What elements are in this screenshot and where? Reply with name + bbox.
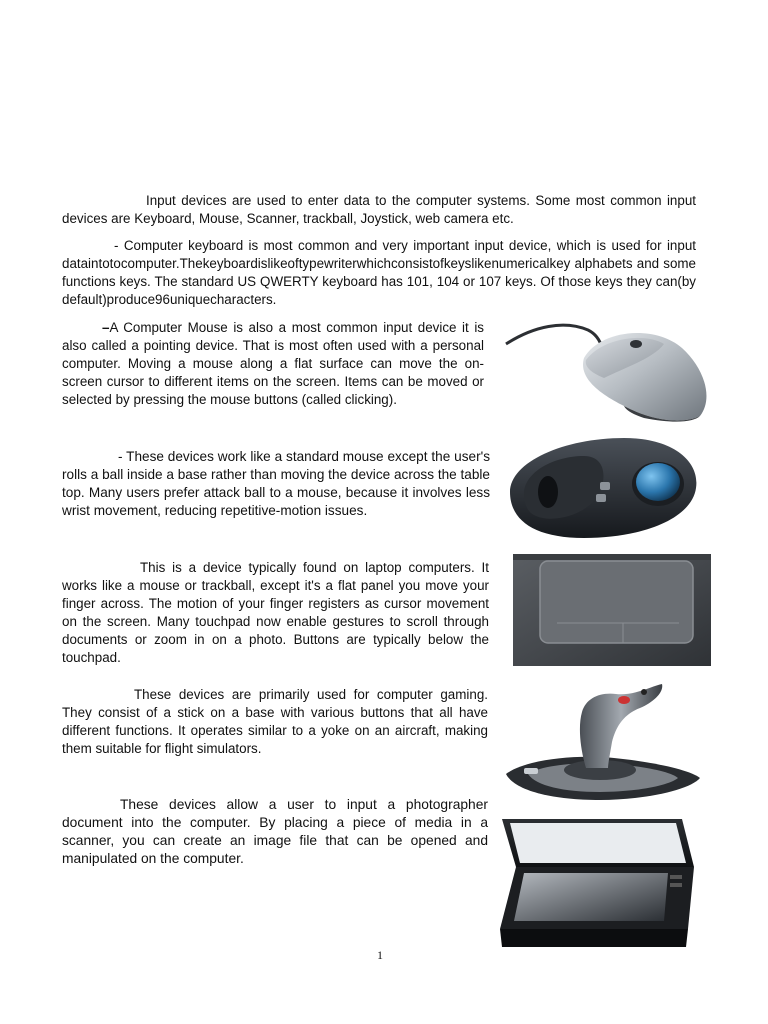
joystick-paragraph — [62, 686, 488, 758]
intro-text: Input devices are used to enter data to the computer systems. Some most common input devices are Keyboard, Mouse, Scanner, trackball, Joystick, web camera etc. — [62, 193, 696, 226]
scanner-icon — [498, 817, 694, 951]
keyboard-text: - Computer keyboard is most common and very important input device, which is used for input dataintotocomputer.Thekeyboardislikeoftypewriterwhichconsistofkeyslikenumericalkey alphabets and some functions keys. The standard US QWERTY keyboard has 101, 104 or 107 keys. Of those keys they can(by default)produce96uniquecharacters. — [62, 238, 696, 307]
mouse-dash: – — [102, 320, 110, 335]
trackball-icon — [504, 432, 704, 542]
computer-mouse-icon — [504, 318, 712, 424]
mouse-paragraph — [62, 319, 484, 409]
mouse-text: A Computer Mouse is also a most common input device it is also called a pointing device. That is most often used with a personal computer. Moving a mouse along a flat surface can move the on-screen cursor to different items on the screen. Items can be moved or selected by pressing the mouse buttons (called clicking). — [62, 320, 484, 407]
scanner-paragraph — [62, 796, 488, 868]
touchpad-image — [513, 554, 711, 666]
joystick-text: These devices are primarily used for computer gaming. They consist of a stick on a base with various buttons that all have different functions. It operates similar to a yoke on an aircraft, making them suitable for flight simulators. — [62, 687, 488, 756]
computer-mouse-image — [504, 318, 712, 424]
joystick-image — [504, 678, 704, 802]
trackball-paragraph — [62, 448, 490, 520]
page-number: 1 — [377, 948, 383, 962]
touchpad-paragraph — [62, 559, 489, 667]
flatbed-scanner-image — [498, 817, 694, 951]
intro-paragraph — [62, 192, 696, 228]
touchpad-text: This is a device typically found on laptop computers. It works like a mouse or trackball, except it's a flat panel you move your finger across. The motion of your finger registers as cursor movement on the screen. Many touchpad now enable gestures to scroll through documents or zoom in on a photo. Buttons are typically below the touchpad. — [62, 560, 489, 665]
joystick-icon — [504, 678, 704, 802]
trackball-text: - These devices work like a standard mouse except the user's rolls a ball inside a base rather than moving the device across the table top. Many users prefer attack ball to a mouse, because it involves less wrist movement, reducing repetitive-motion issues. — [62, 449, 490, 518]
scanner-text: These devices allow a user to input a photographer document into the computer. By placing a piece of media in a scanner, you can create an image file that can be opened and manipulated on the computer. — [62, 797, 488, 866]
touchpad-icon — [513, 554, 711, 666]
keyboard-paragraph — [62, 237, 696, 309]
trackball-image — [504, 432, 704, 542]
